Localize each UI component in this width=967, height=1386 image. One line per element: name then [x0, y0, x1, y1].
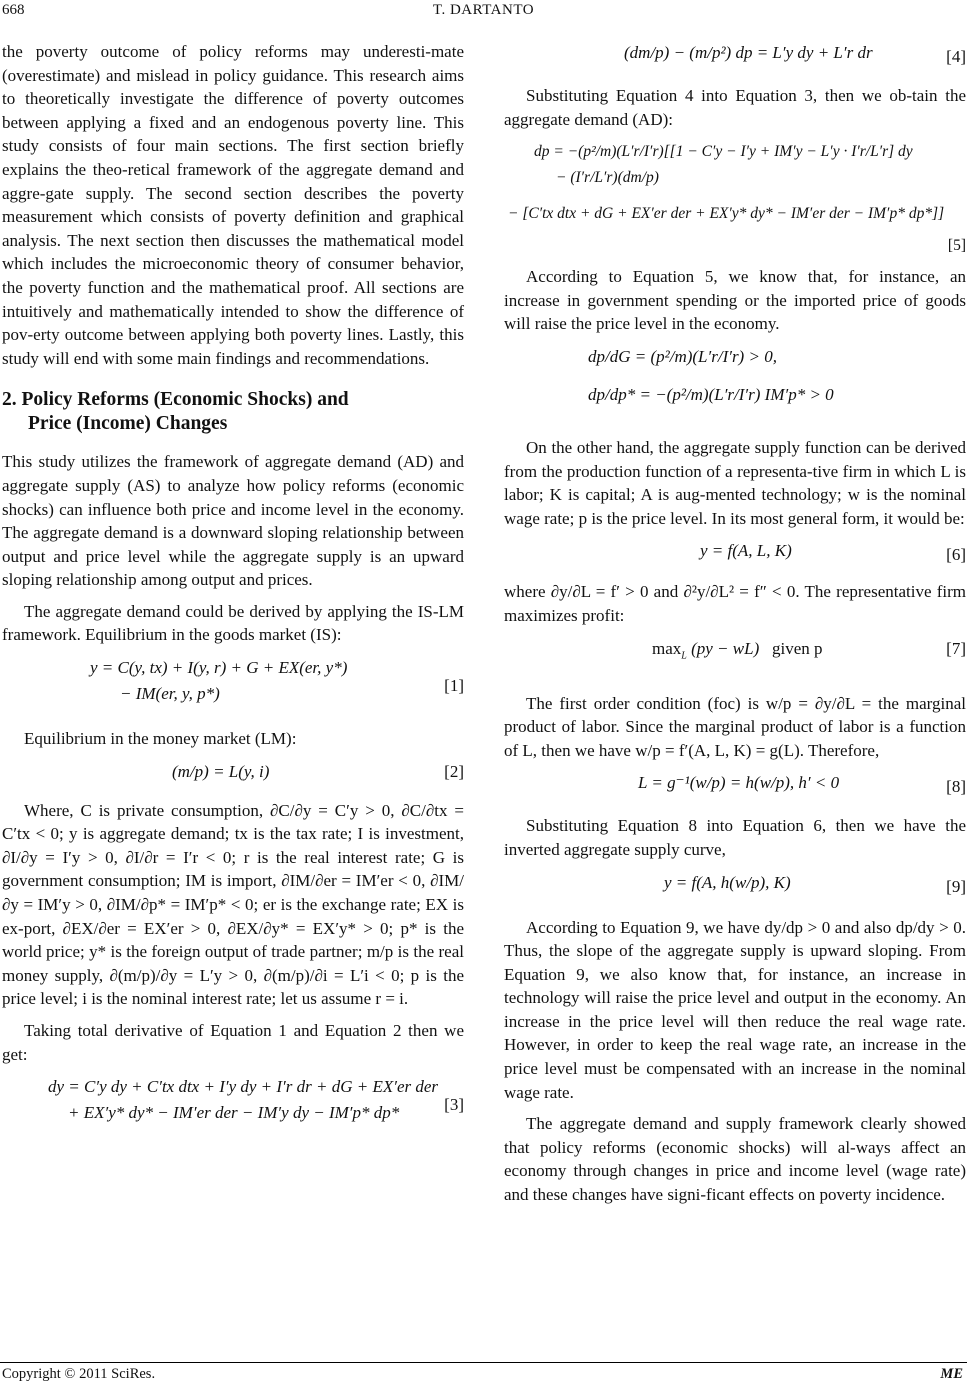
equation-1-line-1: y = C(y, tx) + I(y, r) + G + EX(er, y*): [90, 658, 348, 678]
equation-7-number: [7]: [946, 638, 966, 658]
equation-9: [504, 870, 966, 906]
equation-5-line-3: − [C′tx dtx + dG + EX′er der + EX′y* dy* − IM′er der − IM′p* dp*]]: [508, 205, 945, 223]
conclusion-paragraph: The aggregate demand and supply framework clearly showed that policy reforms (economic shocks) will al-ways affect an economy through changes in price and income level (wage rate) and these changes have signi-ficant effects on poverty incidence.: [504, 1114, 966, 1205]
dp-dpstar-equation: dp/dp* = −(p²/m)(L′r/I′r) IM′p* > 0: [588, 384, 834, 404]
equation-8-number: [8]: [946, 777, 966, 797]
inverted-supply-paragraph: Substituting Equation 8 into Equation 6, then we have the inverted aggregate supply curve,: [504, 816, 966, 859]
equation-9-line: y = f(A, h(w/p), K): [664, 872, 791, 892]
ad-derivation-paragraph: Substituting Equation 4 into Equation 3, then we ob-tain the aggregate demand (AD):: [504, 86, 966, 129]
copyright-notice: Copyright © 2011 SciRes.: [2, 1366, 156, 1382]
right-column: [504, 40, 966, 1215]
equation-6-line: y = f(A, L, K): [700, 541, 792, 561]
equation-3: [2, 1074, 464, 1136]
equation-4-number: [4]: [946, 47, 966, 66]
section-heading-line-1: 2. Policy Reforms (Economic Shocks) and: [2, 389, 349, 411]
equation-1: [2, 655, 464, 717]
given-price: given p: [771, 638, 823, 658]
equation-1-number: [1]: [444, 676, 464, 696]
equation-1-line-2: − IM(er, y, p*): [120, 684, 220, 704]
equation-2-line: (m/p) = L(y, i): [172, 761, 270, 781]
page-footer: [0, 1362, 967, 1383]
running-author: T. DARTANTO: [432, 2, 535, 18]
profit-expression: (py − wL): [691, 638, 760, 658]
marginal-product-paragraph: where ∂y/∂L = f′ > 0 and ∂²y/∂L² = f″ < 0. The representative firm maximizes profit:: [504, 582, 966, 625]
equation-5-line-2: − (I′r/L′r)(dm/p): [556, 169, 659, 187]
equation-8: [504, 770, 966, 806]
variable-definitions-paragraph: Where, C is private consumption, ∂C/∂y = C′y > 0, ∂C/∂tx = C′tx < 0; y is aggregate demand; tx is the tax rate; I is investment, ∂I/∂y = I′y > 0, ∂I/∂r = I′r < 0; r is the real interest rate; G is government consumption; IM is import, ∂IM/∂er = IM′er < 0, ∂IM/∂y = IM′y > 0, ∂IM/∂p* = IM′p* < 0; er is the exchange rate; EX is ex-port, ∂EX/∂er = EX′er > 0, ∂EX/∂y* = EX′y* > 0; p* is the world price; y* is the foreign output of trade partner; m/p is the real money supply, ∂(m/p)/∂y = L′y > 0, ∂(m/p)/∂i = L′i < 0; p is the price level; i is the nominal interest rate; let us assume r = i.: [2, 800, 464, 1009]
equation-3-line-2: + EX′y* dy* − IM′er der − IM′y dy − IM′p* dp*: [68, 1103, 400, 1123]
equation-7-line: [504, 636, 966, 669]
section-heading: [2, 388, 464, 436]
equation-5-number: [5]: [947, 237, 966, 255]
equation-6-number: [6]: [946, 545, 966, 565]
aggregate-supply-paragraph: On the other hand, the aggregate supply function can be derived from the production function of a representa-tive firm in which L is labor; K is capital; A is aug-mented technology; w is the nominal wage rate; p is the price level. In its most general form, it would be:: [504, 437, 966, 528]
intro-paragraph-end: the poverty outcome of policy reforms may underesti-mate (overestimate) and mislead in policy guidance. This research aims to theoretically investigate the difference of poverty outcomes between applying a fixed and an endogenous poverty line. This study consists of four main sections. The first section briefly explains the theo-retical framework of the aggregate demand and aggre-gate supply. The second section describes the poverty measurement which consists of poverty definition and graphical analysis. The next section then discusses the mathematical model which includes the microeconomic theory of consumer behavior, the poverty function and the mathematical proof. All sections are intuitively and mathematically intended to show the difference of pov-erty outcome between applying both poverty lines. Lastly, this study will end with some main findings and recommendations.: [2, 42, 464, 368]
lm-paragraph: Equilibrium in the money market (LM):: [24, 729, 297, 749]
equation-9-number: [9]: [946, 876, 966, 896]
supply-slope-paragraph: According to Equation 9, we have dy/dp > 0 and also dp/dy > 0. Thus, the slope of the aggregate supply is upward sloping. From Equation 9, we also know that, for instance, an increase in technology will raise the price level and output in the economy. An increase in the price level will then reduce the real wage rate. However, in order to keep the real wage rate, an increase in the price level must be compensated with an increase in the nominal wage rate.: [504, 917, 966, 1102]
page-header: [0, 0, 967, 24]
equation-2-number: [2]: [444, 761, 464, 781]
price-derivatives: [504, 344, 966, 424]
equation-6: [504, 538, 966, 574]
is-lm-paragraph: The aggregate demand could be derived by applying the IS-LM framework. Equilibrium in the goods market (IS):: [2, 601, 464, 645]
equation-4-line: (dm/p) − (m/p²) dp = L′y dy + L′r dr: [624, 43, 873, 62]
equation-5: [504, 139, 966, 257]
page-number: 668: [2, 2, 25, 18]
equation-5-line-1: dp = −(p²/m)(L′r/I′r)[[1 − C′y − I′y + IM′y − L′y · I′r/L′r] dy: [534, 143, 913, 161]
journal-abbreviation: ME: [940, 1366, 963, 1382]
equation-8-line: L = g⁻¹(w/p) = h(w/p), h′ < 0: [638, 773, 840, 793]
equation-4: [504, 40, 966, 76]
dp-dg-equation: dp/dG = (p²/m)(L′r/I′r) > 0,: [588, 346, 777, 366]
total-derivative-paragraph: Taking total derivative of Equation 1 and Equation 2 then we get:: [2, 1021, 464, 1064]
section-heading-line-2: Price (Income) Changes: [28, 413, 228, 435]
max-subscript: L: [681, 649, 687, 661]
left-column: [2, 40, 464, 1136]
foc-paragraph: The first order condition (foc) is w/p = ∂y/∂L = the marginal product of labor. Since the marginal product of labor is a function of L, then we have w/p = f′(A, L, K) = g(L). Therefore,: [504, 693, 966, 760]
equation-3-number: [3]: [444, 1095, 464, 1115]
equation-7: [504, 636, 966, 684]
ad-as-paragraph: This study utilizes the framework of aggregate demand (AD) and aggregate supply (AS) to analyze how policy reforms (economic shocks) can influence both price and income level in the economy. The aggregate demand is a downward sloping relationship between output and price level while the aggregate supply is an upward sloping relationship among output and prices.: [2, 452, 464, 590]
equation-2: [2, 759, 464, 793]
max-operator: max: [652, 638, 682, 658]
equation-3-line-1: dy = C′y dy + C′tx dtx + I′y dy + I′r dr + dG + EX′er der: [48, 1077, 439, 1097]
price-level-paragraph: According to Equation 5, we know that, for instance, an increase in government spending or the imported price of goods will raise the price level in the economy.: [504, 267, 966, 334]
